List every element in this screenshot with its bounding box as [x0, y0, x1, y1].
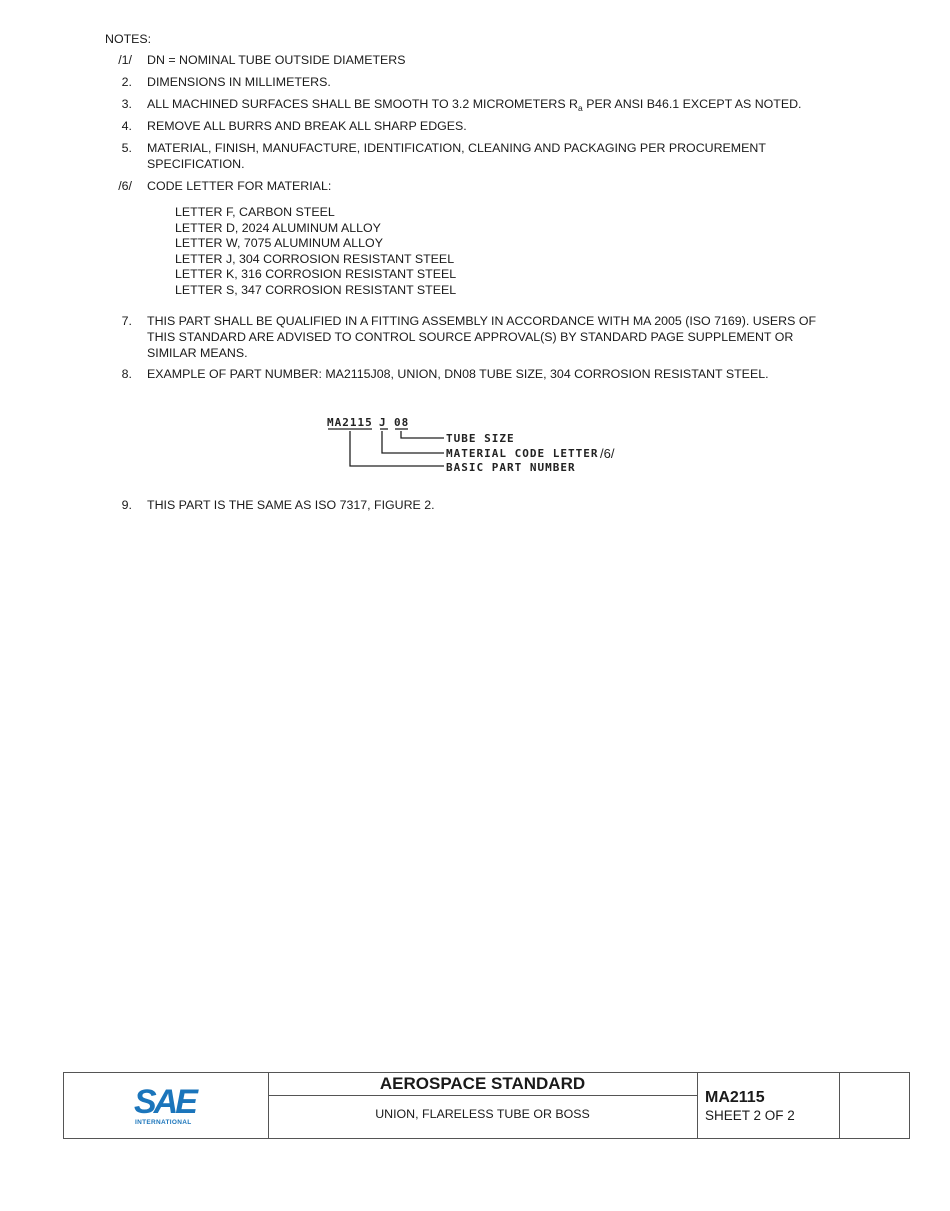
note-text: THIS PART SHALL BE QUALIFIED IN A FITTING ASSEMBLY IN ACCORDANCE WITH MA 2005 (ISO 7169). USERS OF THIS STANDARD ARE ADVISED TO CONTROL SOURCE APPROVAL(S) BY STANDARD PAGE SUPPLEMENT OR SIMILAR MEANS. [147, 314, 817, 360]
title-block [63, 1072, 910, 1139]
note-text: THIS PART IS THE SAME AS ISO 7317, FIGURE 2. [147, 498, 435, 512]
standard-subtitle: UNION, FLARELESS TUBE OR BOSS [375, 1107, 590, 1121]
diagram-basic-code: MA2115 [327, 416, 373, 429]
diagram-label-tube-size: TUBE SIZE [446, 432, 515, 445]
part-number-diagram [320, 412, 640, 482]
note-number: 4. [121, 119, 132, 133]
note-text: MATERIAL, FINISH, MANUFACTURE, IDENTIFICATION, CLEANING AND PACKAGING PER PROCUREMENT SPECIFICATION. [147, 141, 766, 171]
diagram-label-material-ref: /6/ [600, 446, 615, 461]
document-number-cell [697, 1073, 840, 1138]
note-number: 3. [121, 97, 132, 111]
document-number: MA2115 [705, 1089, 765, 1106]
note-number: 8. [121, 367, 132, 381]
diagram-material-code: J [379, 416, 387, 429]
material-item: LETTER K, 316 CORROSION RESISTANT STEEL [175, 267, 457, 281]
material-item: LETTER F, CARBON STEEL [175, 205, 335, 219]
note-number: /6/ [118, 179, 132, 193]
notes-heading: NOTES: [105, 32, 152, 46]
note-text: DIMENSIONS IN MILLIMETERS. [147, 75, 331, 89]
sae-logo [64, 1073, 269, 1138]
sae-logo-mark: SAE [134, 1083, 195, 1121]
note-number: /1/ [118, 53, 132, 67]
material-item: LETTER J, 304 CORROSION RESISTANT STEEL [175, 251, 455, 266]
note-number: 5. [121, 141, 132, 155]
blank-cell [839, 1073, 909, 1138]
sheet-number: SHEET 2 OF 2 [705, 1108, 795, 1123]
note-text: REMOVE ALL BURRS AND BREAK ALL SHARP EDGES. [147, 119, 467, 133]
note-number: 2. [121, 75, 132, 89]
diagram-label-material: MATERIAL CODE LETTER [446, 447, 599, 460]
standard-title: AEROSPACE STANDARD [268, 1073, 697, 1096]
material-item: LETTER S, 347 CORROSION RESISTANT STEEL [175, 282, 457, 297]
note-number: 7. [121, 314, 132, 328]
material-code-list [175, 205, 456, 298]
note-text: EXAMPLE OF PART NUMBER: MA2115J08, UNION, DN08 TUBE SIZE, 304 CORROSION RESISTANT STEEL. [147, 367, 769, 381]
diagram-size-code: 08 [394, 416, 410, 429]
diagram-label-basic: BASIC PART NUMBER [446, 461, 576, 474]
material-item: LETTER W, 7075 ALUMINUM ALLOY [175, 236, 383, 250]
note-text: ALL MACHINED SURFACES SHALL BE SMOOTH TO 3.2 MICROMETERS $R_a$ PER ANSI B46.1 EXCEPT AS NOTED. [147, 97, 802, 113]
note-number: 9. [121, 498, 132, 512]
note-text: CODE LETTER FOR MATERIAL: [147, 179, 332, 193]
roughness-subscript: a [578, 103, 583, 113]
material-item: LETTER D, 2024 ALUMINUM ALLOY [175, 220, 381, 235]
note-text: DN = NOMINAL TUBE OUTSIDE DIAMETERS [147, 53, 406, 67]
title-cell [268, 1073, 698, 1138]
sae-logo-subtext: INTERNATIONAL [135, 1119, 192, 1126]
